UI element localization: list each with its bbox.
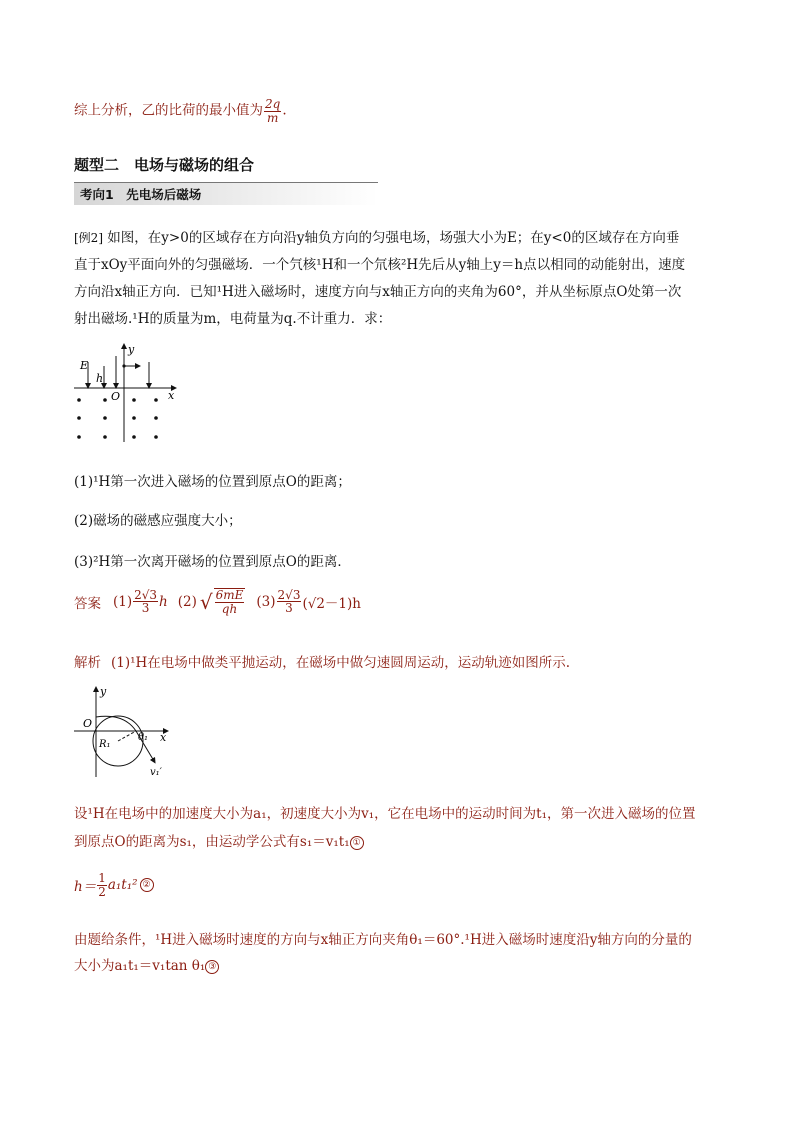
- analysis-line: [74, 651, 570, 671]
- solution-line-1: 设¹H在电场中的加速度大小为a₁，初速度大小为v₁，它在电场中的运动时间为t₁，第一次进入磁场的位置: [74, 806, 696, 822]
- section-title: 题型二 电场与磁场的组合: [74, 156, 255, 174]
- answer-part-1: (1): [113, 593, 133, 610]
- answer-3-num: 2√3: [277, 587, 301, 602]
- radius-line: [118, 731, 136, 741]
- answer-3-den: 3: [285, 601, 293, 616]
- answer-part-2: (2): [177, 593, 197, 610]
- equation-marker-1: ①: [350, 836, 364, 850]
- label-h: h: [96, 372, 104, 385]
- equation-marker-2: ②: [140, 878, 154, 892]
- summary-line: [74, 98, 287, 124]
- solution-text-5: 大小为a₁t₁＝v₁tan θ₁: [74, 958, 206, 974]
- analysis-text: (1)¹H在电场中做类平抛运动，在磁场中做匀速圆周运动，运动轨迹如图所示.: [111, 655, 571, 671]
- answer-3-fraction: [277, 589, 302, 615]
- answer-label: 答案: [74, 595, 101, 612]
- answer-2-fraction: [214, 588, 246, 615]
- example-tag: [例2]: [74, 231, 103, 245]
- answer-1-fraction: [133, 589, 158, 615]
- answer-2-num: 6mE: [215, 588, 244, 602]
- answer-2-den: qh: [221, 601, 238, 616]
- label-y: y: [100, 685, 107, 698]
- eq2-post: a₁t₁²: [107, 877, 138, 894]
- label-y: y: [128, 343, 135, 356]
- label-x: x: [168, 389, 175, 402]
- label-x: x: [160, 731, 167, 744]
- field-diagram: [74, 342, 184, 446]
- solution-line-5: [74, 954, 219, 974]
- summary-frac-num: 2q: [265, 97, 281, 111]
- eq2-fraction: [97, 872, 107, 898]
- answer-line: [74, 588, 361, 615]
- trajectory-diagram: [74, 685, 174, 781]
- equation-2: [74, 872, 154, 898]
- example-line-3: 方向沿x轴正方向．已知¹H进入磁场时，速度方向与x轴正方向的夹角为60°，并从坐标原点O处第一次: [74, 284, 682, 300]
- example-line-2: 直于xOy平面向外的匀强磁场．一个氕核¹H和一个氘核²H先后从y轴上y＝h点以相同的动能射出，速度: [74, 257, 686, 273]
- kaoxiang-label: 考向1 先电场后磁场: [80, 187, 202, 202]
- question-1: (1)¹H第一次进入磁场的位置到原点O的距离；: [74, 474, 351, 490]
- question-2: (2)磁场的磁感应强度大小；: [74, 513, 242, 529]
- parabolic-path: [96, 716, 136, 731]
- analysis-label: 解析: [74, 655, 101, 671]
- launch-point: [122, 364, 125, 367]
- label-R1: R₁: [99, 739, 111, 750]
- question-3: (3)²H第一次离开磁场的位置到原点O的距离．: [74, 554, 351, 570]
- answer-part-3: (3): [256, 593, 276, 610]
- equation-marker-3: ③: [205, 960, 219, 974]
- example-text-1: 如图，在y>0的区域存在方向沿y轴负方向的匀强电场，场强大小为E；在y<0的区域存在方向垂: [107, 230, 680, 246]
- summary-frac-den: m: [266, 110, 279, 125]
- eq2-pre: h＝: [74, 879, 97, 896]
- example-line-1: [74, 226, 679, 246]
- eq2-num: 1: [98, 871, 106, 885]
- label-O: O: [83, 717, 93, 730]
- solution-text-2: 到原点O的距离为s₁，由运动学公式有s₁＝v₁t₁: [74, 834, 350, 850]
- label-v1-prime: v₁′: [150, 767, 162, 778]
- answer-1-tail: h: [159, 593, 168, 610]
- answer-1-num: 2√3: [134, 587, 158, 602]
- answer-3-tail: (√2－1)h: [302, 595, 361, 612]
- answer-1-den: 3: [141, 601, 150, 616]
- label-theta: θ₁: [138, 732, 149, 743]
- summary-text: 综上分析，乙的比荷的最小值为: [74, 102, 263, 119]
- solution-line-2: [74, 830, 364, 850]
- summary-tail: .: [282, 102, 287, 119]
- eq2-den: 2: [98, 884, 106, 899]
- label-O: O: [111, 390, 121, 403]
- example-line-4: 射出磁场.¹H的质量为m，电荷量为q.不计重力．求：: [74, 311, 392, 327]
- summary-fraction: [264, 98, 281, 124]
- solution-line-4: 由题给条件，¹H进入磁场时速度的方向与x轴正方向夹角θ₁＝60°.¹H进入磁场时速度沿y轴方向的分量的: [74, 932, 692, 948]
- label-E: E: [80, 359, 89, 372]
- magnetic-field-dots: [77, 398, 158, 439]
- sqrt-sign: √: [199, 589, 213, 614]
